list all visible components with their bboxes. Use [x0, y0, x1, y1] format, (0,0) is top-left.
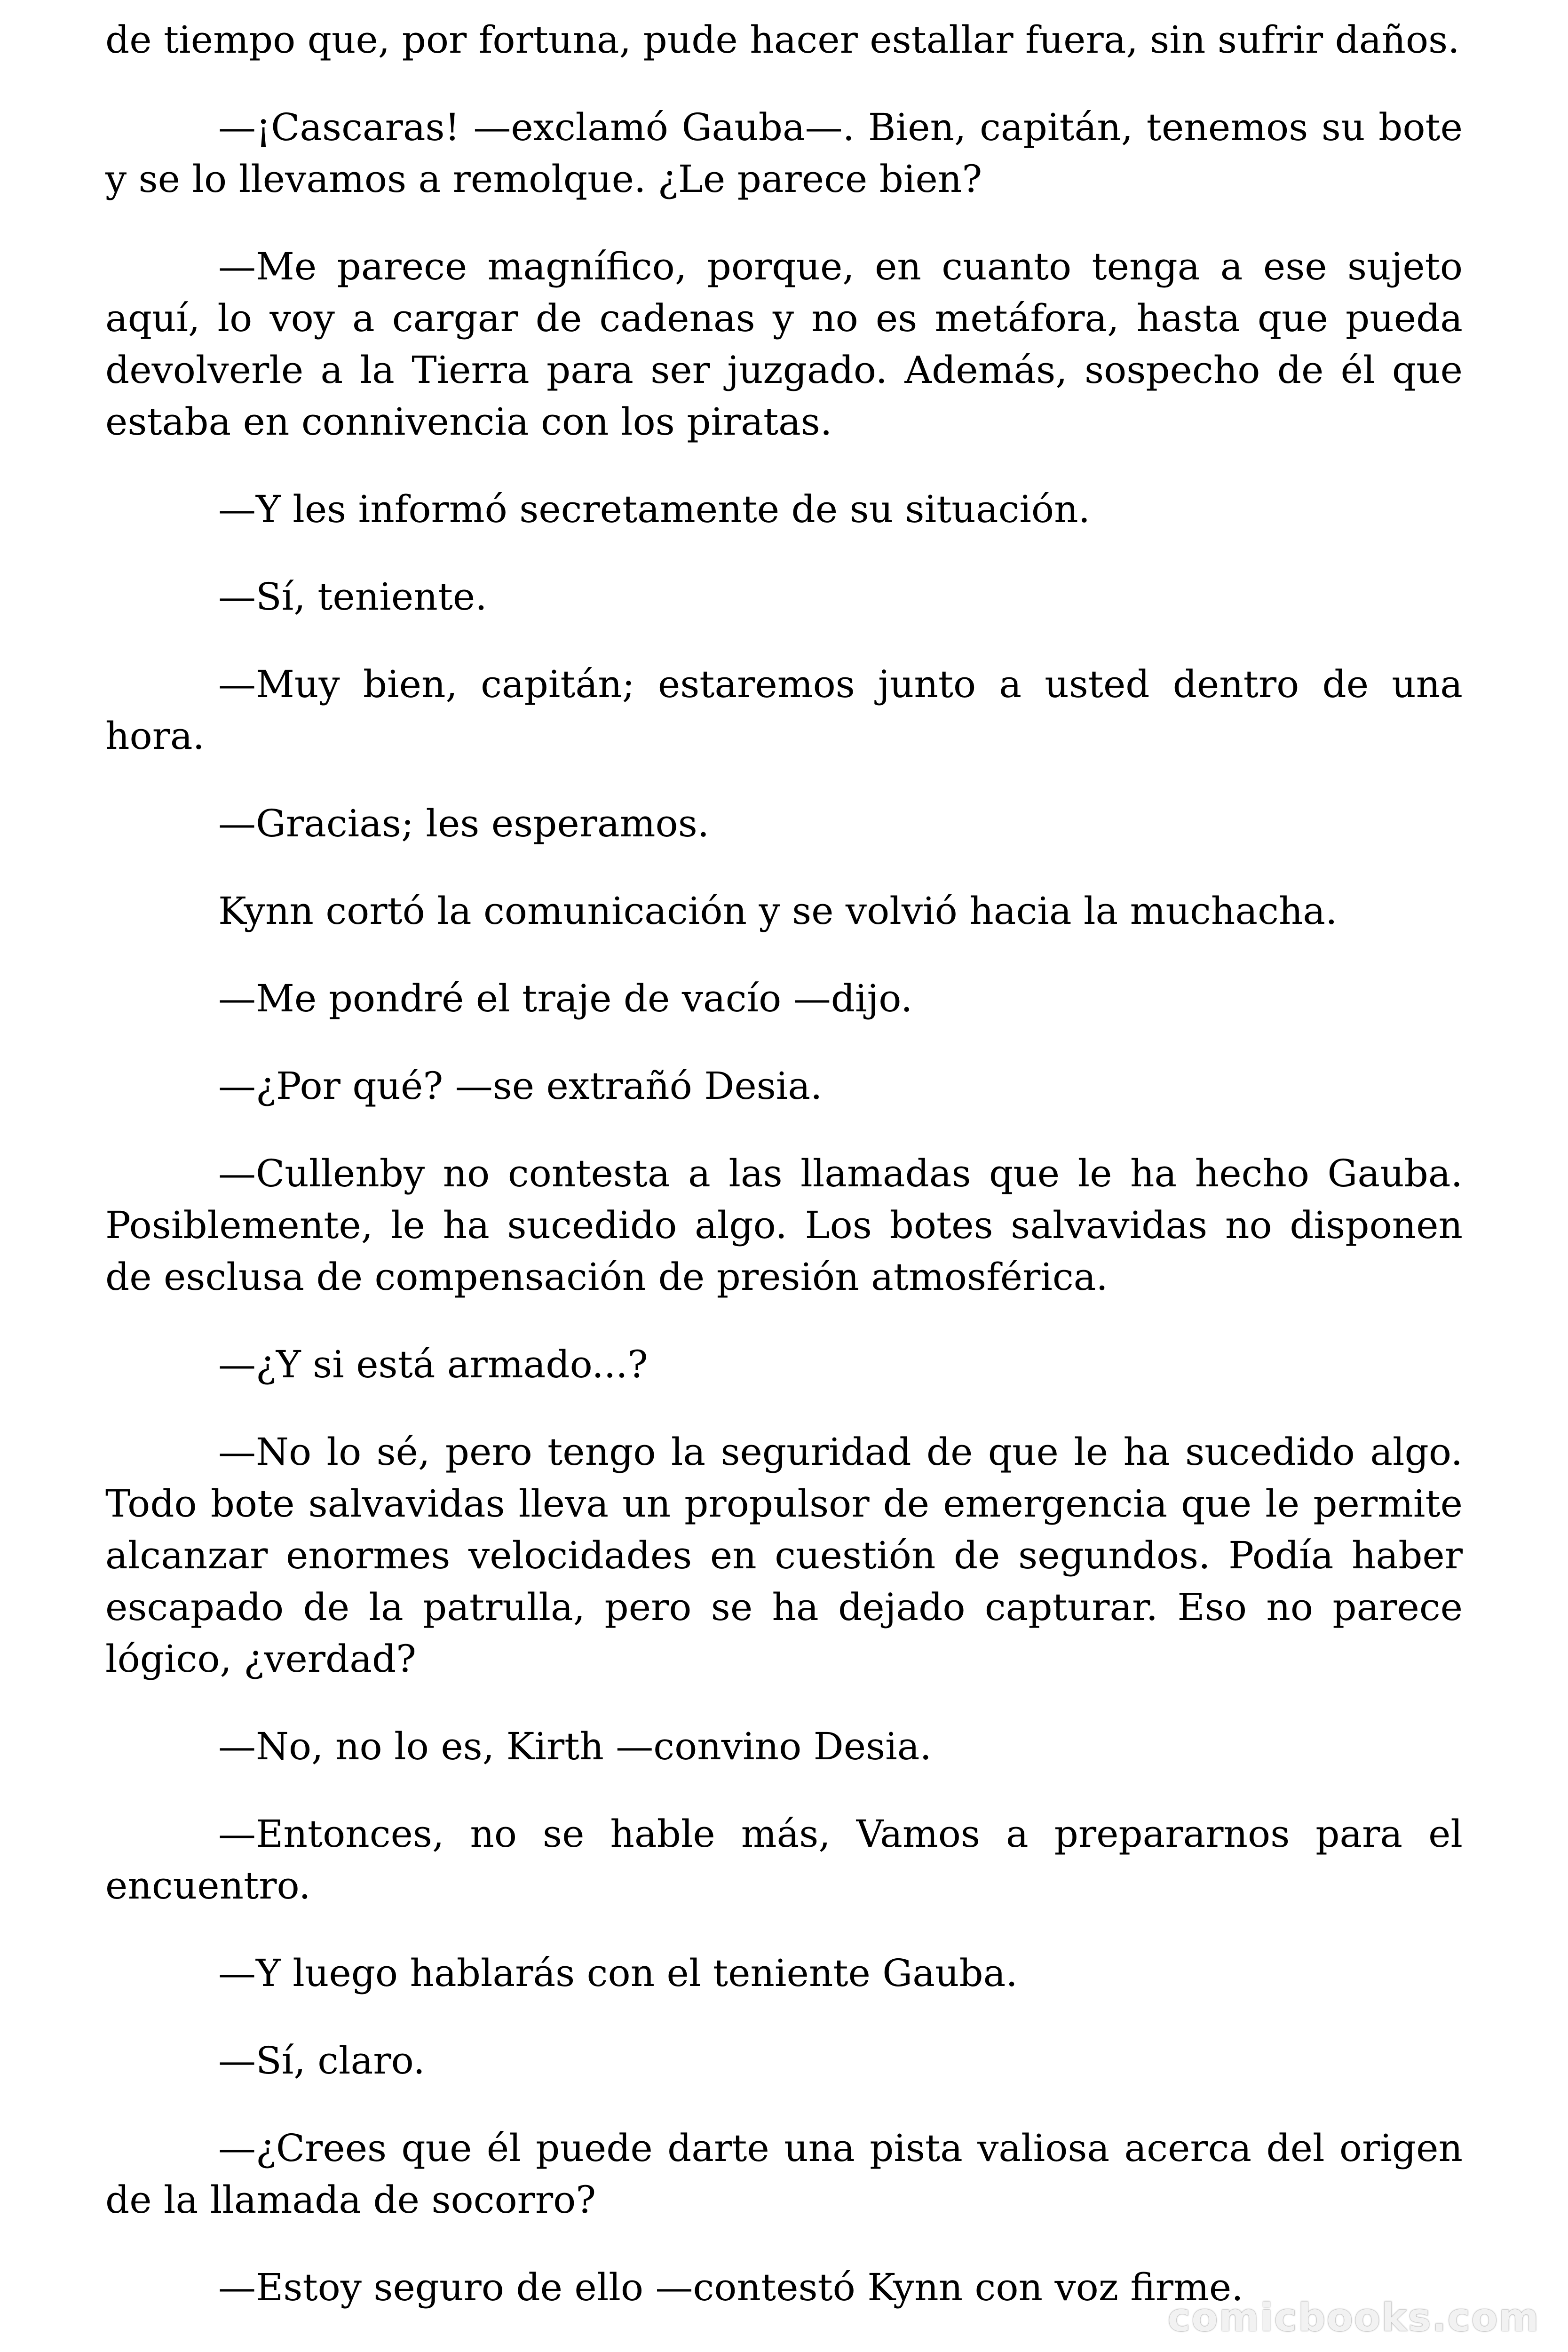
paragraph: —Me pondré el traje de vacío —dijo.: [218, 977, 913, 1020]
paragraph: —Muy bien, capitán; estaremos junto a usted dentro de una hora.: [105, 662, 1463, 758]
paragraph: —Entonces, no se hable más, Vamos a prepararnos para el encuentro.: [105, 1812, 1463, 1907]
paragraph: —¿Y si está armado...?: [218, 1343, 648, 1386]
paragraph: —Sí, teniente.: [218, 575, 487, 619]
paragraph: —Gracias; les esperamos.: [218, 802, 710, 845]
watermark: comicbooks.com: [1167, 2296, 1540, 2340]
paragraph: —¡Cascaras! —exclamó Gauba—. Bien, capitán, tenemos su bote y se lo llevamos a remolque. ¿Le parece bien?: [105, 105, 1463, 201]
paragraph: —Estoy seguro de ello —contestó Kynn con voz firme.: [218, 2265, 1243, 2309]
paragraph: —Cullenby no contesta a las llamadas que le ha hecho Gauba. Posiblemente, le ha sucedido algo. Los botes salvavidas no disponen de esclusa de compensación de presión atmosférica.: [105, 1152, 1463, 1299]
paragraph: —No lo sé, pero tengo la seguridad de que le ha sucedido algo. Todo bote salvavidas lleva un propulsor de emergencia que le permite alcanzar enormes velocidades en cuestión de segundos. Podía haber escapado de la patrulla, pero se ha dejado capturar. Eso no parece lógico, ¿verdad?: [105, 1430, 1463, 1681]
paragraph: —Sí, claro.: [218, 2039, 425, 2082]
page-text: [105, 0, 1463, 2352]
paragraph: —No, no lo es, Kirth —convino Desia.: [218, 1724, 932, 1768]
paragraph: —¿Por qué? —se extrañó Desia.: [218, 1064, 823, 1108]
paragraph: —Y les informó secretamente de su situación.: [218, 487, 1091, 531]
paragraph: —Me parece magnífico, porque, en cuanto tenga a ese sujeto aquí, lo voy a cargar de cadenas y no es metáfora, hasta que pueda devolverle a la Tierra para ser juzgado. Además, sospecho de él que estaba en connivencia con los piratas.: [105, 245, 1463, 444]
paragraph: Kynn cortó la comunicación y se volvió hacia la muchacha.: [218, 889, 1338, 933]
paragraph: —Y luego hablarás con el teniente Gauba.: [218, 1951, 1018, 1995]
paragraph: —¿Crees que él puede darte una pista valiosa acerca del origen de la llamada de socorro?: [105, 2126, 1463, 2222]
paragraph: de tiempo que, por fortuna, pude hacer estallar fuera, sin sufrir daños.: [105, 18, 1460, 62]
